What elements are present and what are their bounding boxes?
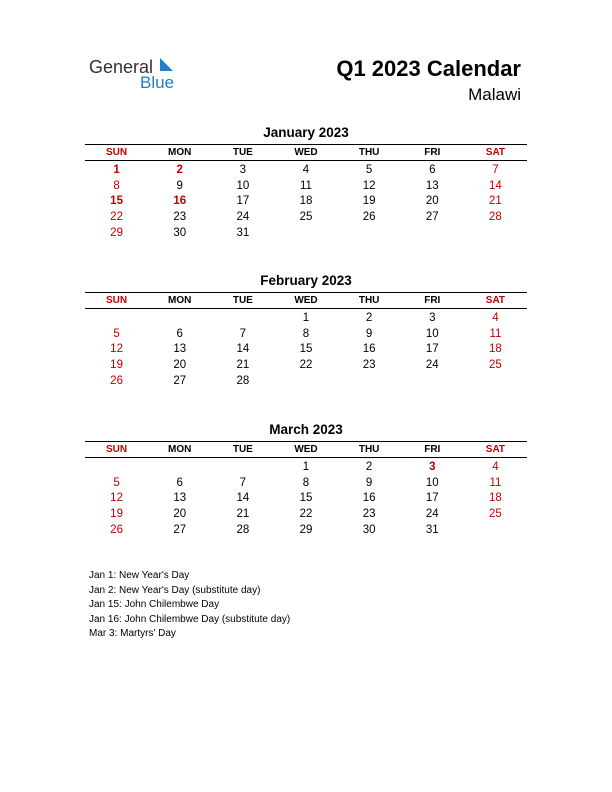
- day-cell: 21: [236, 508, 250, 521]
- month-title: February 2023: [260, 273, 352, 288]
- month-calendar: [85, 421, 527, 538]
- day-cell: [148, 311, 211, 327]
- day-cell: 18: [299, 195, 313, 208]
- day-cell: 7: [492, 164, 499, 176]
- day-cell: 15: [299, 343, 313, 356]
- month-calendar: [85, 124, 527, 241]
- day-cell: 16: [173, 195, 187, 208]
- day-cell: 1: [302, 312, 310, 324]
- holiday-item: Mar 3: Martyrs' Day: [89, 628, 176, 639]
- day-cell: 24: [425, 359, 439, 372]
- logo-general-text: General: [89, 57, 154, 77]
- day-cell: 4: [302, 164, 310, 176]
- day-cell: 19: [110, 508, 123, 521]
- weekday-label: FRI: [424, 444, 441, 455]
- day-cell: 28: [489, 211, 502, 224]
- day-cell: 6: [176, 476, 183, 489]
- day-cell: 8: [302, 327, 310, 340]
- day-cell: 21: [489, 195, 502, 208]
- holiday-list: [89, 569, 290, 642]
- day-cell: 27: [425, 211, 439, 224]
- month-title: March 2023: [269, 422, 343, 437]
- weekday-label: THU: [358, 444, 380, 455]
- day-cell: [464, 523, 527, 539]
- header-rule: [85, 457, 527, 458]
- day-cell: 19: [110, 359, 123, 372]
- day-cell: 22: [299, 359, 313, 372]
- day-cell: 25: [489, 508, 502, 521]
- month-title: January 2023: [263, 125, 349, 140]
- day-cell: 22: [299, 508, 313, 521]
- day-cell: 5: [113, 476, 120, 489]
- day-grid: [85, 460, 527, 538]
- day-cell: [464, 374, 527, 390]
- day-cell: [338, 226, 401, 242]
- day-cell: 17: [425, 343, 439, 356]
- day-cell: 25: [489, 359, 502, 372]
- day-cell: [85, 460, 148, 476]
- day-cell: 18: [489, 492, 502, 505]
- day-cell: 3: [429, 461, 436, 473]
- day-cell: 14: [236, 343, 250, 356]
- day-cell: 26: [110, 374, 123, 387]
- day-cell: 11: [489, 476, 502, 489]
- logo-triangle-icon: [158, 57, 174, 73]
- weekday-label: SUN: [106, 147, 128, 158]
- page-title: Q1 2023 Calendar: [336, 56, 521, 81]
- day-cell: 21: [236, 359, 250, 372]
- day-cell: [211, 311, 274, 327]
- day-cell: 2: [176, 164, 183, 176]
- day-cell: 9: [365, 476, 373, 489]
- weekday-label: SUN: [106, 444, 128, 455]
- day-cell: 11: [489, 327, 502, 340]
- day-cell: 31: [425, 523, 439, 536]
- day-cell: 15: [110, 195, 123, 208]
- day-cell: 28: [236, 374, 250, 387]
- weekday-label: SAT: [485, 295, 506, 306]
- holiday-item: Jan 2: New Year's Day (substitute day): [89, 584, 261, 596]
- logo-blue-text: Blue: [140, 73, 175, 92]
- day-cell: 20: [173, 508, 187, 521]
- weekday-label: MON: [168, 147, 192, 158]
- holiday-item: Jan 15: John Chilembwe Day: [89, 599, 220, 610]
- day-cell: 20: [173, 359, 187, 372]
- day-cell: 18: [489, 343, 502, 356]
- day-cell: 30: [173, 226, 187, 239]
- day-cell: 26: [362, 211, 376, 224]
- day-cell: 22: [110, 211, 123, 224]
- weekday-label: TUE: [232, 147, 253, 158]
- day-cell: 12: [110, 492, 123, 505]
- weekday-label: WED: [294, 444, 318, 455]
- day-cell: 16: [362, 343, 376, 356]
- day-cell: 10: [236, 179, 250, 192]
- day-cell: 5: [113, 327, 120, 340]
- day-cell: 13: [173, 492, 187, 505]
- day-grid: [85, 163, 527, 241]
- weekday-header: [85, 145, 527, 160]
- day-cell: [274, 374, 337, 390]
- day-cell: 29: [299, 523, 313, 536]
- day-cell: 4: [492, 312, 499, 324]
- day-cell: 31: [236, 226, 250, 239]
- month-calendar: [85, 272, 527, 389]
- day-cell: 25: [299, 211, 313, 224]
- weekday-header: [85, 293, 527, 308]
- weekday-label: SAT: [485, 444, 506, 455]
- weekday-label: WED: [294, 295, 318, 306]
- day-cell: 15: [299, 492, 313, 505]
- day-cell: 28: [236, 523, 250, 536]
- day-cell: 2: [365, 312, 373, 324]
- weekday-label: MON: [168, 295, 192, 306]
- day-cell: 24: [236, 211, 250, 224]
- day-cell: 10: [425, 476, 439, 489]
- weekday-label: THU: [358, 147, 380, 158]
- day-cell: 2: [365, 461, 373, 473]
- day-cell: 16: [362, 492, 376, 505]
- weekday-label: SUN: [106, 295, 128, 306]
- day-cell: 6: [429, 164, 436, 176]
- day-cell: 4: [492, 461, 499, 473]
- weekday-label: SAT: [485, 147, 506, 158]
- day-cell: 27: [173, 374, 187, 387]
- day-cell: 13: [173, 343, 187, 356]
- day-cell: 26: [110, 523, 123, 536]
- day-cell: 23: [362, 508, 376, 521]
- day-cell: [85, 311, 148, 327]
- day-cell: 1: [113, 164, 120, 176]
- day-cell: 27: [173, 523, 187, 536]
- day-cell: [274, 226, 337, 242]
- day-cell: [211, 460, 274, 476]
- weekday-label: TUE: [232, 295, 253, 306]
- day-cell: 14: [236, 492, 250, 505]
- weekday-label: MON: [168, 444, 192, 455]
- day-cell: 23: [362, 359, 376, 372]
- day-cell: 24: [425, 508, 439, 521]
- day-cell: 17: [236, 195, 250, 208]
- weekday-label: FRI: [424, 147, 441, 158]
- day-cell: 7: [239, 476, 247, 489]
- day-cell: [401, 374, 464, 390]
- day-cell: 20: [425, 195, 439, 208]
- weekday-header: [85, 442, 527, 457]
- day-cell: 14: [489, 179, 502, 192]
- day-cell: 30: [362, 523, 376, 536]
- day-cell: 19: [362, 195, 376, 208]
- day-cell: 17: [425, 492, 439, 505]
- weekday-label: WED: [294, 147, 318, 158]
- day-cell: 12: [362, 179, 376, 192]
- day-cell: 29: [110, 226, 123, 239]
- day-cell: 13: [425, 179, 439, 192]
- day-cell: 23: [173, 211, 187, 224]
- day-cell: 8: [302, 476, 310, 489]
- weekday-label: TUE: [232, 444, 253, 455]
- day-cell: 3: [239, 164, 247, 176]
- day-grid: [85, 311, 527, 389]
- day-cell: 3: [429, 312, 436, 324]
- holiday-item: Jan 16: John Chilembwe Day (substitute day): [89, 613, 291, 625]
- day-cell: 8: [113, 179, 120, 192]
- country-name: Malawi: [468, 85, 521, 104]
- day-cell: 9: [365, 327, 373, 340]
- day-cell: 7: [239, 327, 247, 340]
- day-cell: 12: [110, 343, 123, 356]
- day-cell: [401, 226, 464, 242]
- day-cell: 6: [176, 327, 183, 340]
- day-cell: 11: [300, 179, 312, 192]
- day-cell: 1: [302, 461, 310, 473]
- day-cell: 5: [365, 164, 373, 176]
- day-cell: 9: [176, 179, 183, 192]
- weekday-label: THU: [358, 295, 380, 306]
- header-rule: [85, 160, 527, 161]
- weekday-label: FRI: [424, 295, 441, 306]
- day-cell: 10: [425, 327, 439, 340]
- holiday-item: Jan 1: New Year's Day: [89, 570, 190, 581]
- day-cell: [338, 374, 401, 390]
- header-rule: [85, 308, 527, 309]
- generalblue-logo: [89, 54, 189, 94]
- day-cell: [148, 460, 211, 476]
- day-cell: [464, 226, 527, 242]
